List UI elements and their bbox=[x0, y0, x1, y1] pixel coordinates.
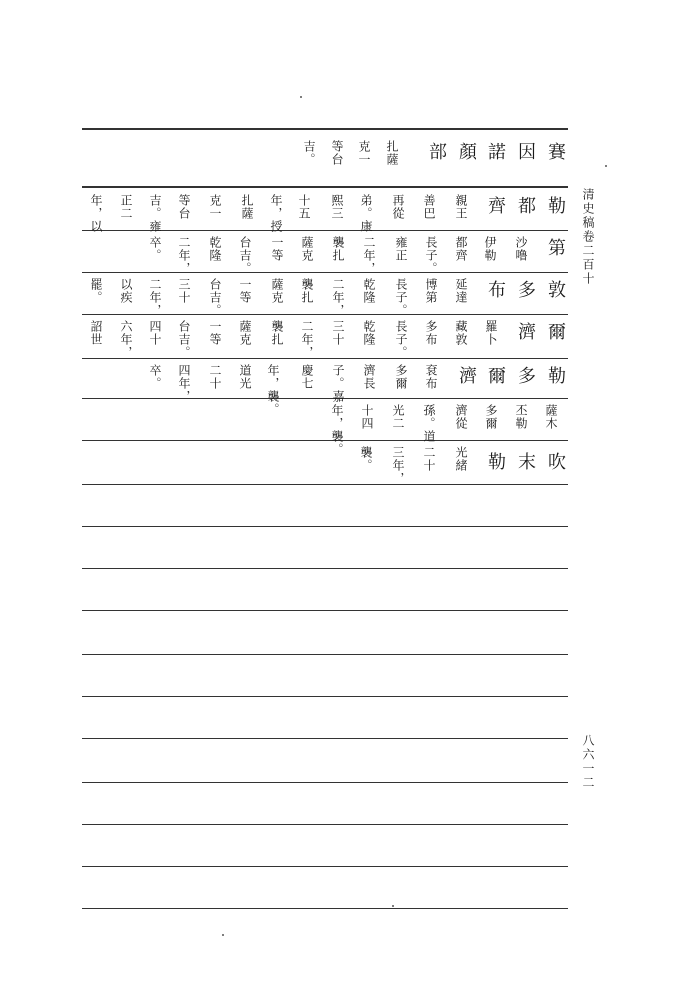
table-cell: 年，襲。 bbox=[266, 364, 280, 416]
table-cell: 雍正 bbox=[394, 236, 408, 262]
table-cell: 襲。 bbox=[359, 446, 373, 472]
table-cell: 年，襲。 bbox=[330, 404, 344, 456]
table-cell: 敦 bbox=[545, 280, 566, 303]
row-rule bbox=[82, 186, 568, 188]
table-cell: 三十 bbox=[177, 278, 191, 304]
table-cell: 克一 bbox=[208, 194, 222, 220]
table-cell: 長子。 bbox=[424, 236, 438, 275]
table-cell: 濟長 bbox=[362, 364, 376, 390]
table-cell: 多布 bbox=[424, 320, 438, 346]
table-cell: 乾隆 bbox=[362, 278, 376, 304]
table-cell: 多爾 bbox=[484, 404, 498, 430]
table-cell: 再從 bbox=[391, 194, 405, 220]
table-cell: 一等 bbox=[270, 236, 284, 262]
table-cell: 乾隆 bbox=[362, 320, 376, 346]
row-rule bbox=[82, 568, 568, 569]
table-cell: 爾 bbox=[545, 322, 566, 345]
table-cell: 一等 bbox=[238, 278, 252, 304]
page-speck bbox=[392, 905, 394, 907]
table-cell: 卒。 bbox=[148, 364, 162, 390]
row-rule bbox=[82, 440, 568, 441]
volume-title: 清史稿卷二百十 bbox=[581, 188, 595, 286]
table-cell: 二年， bbox=[300, 320, 314, 359]
table-cell: 濟 bbox=[456, 366, 477, 389]
table-cell: 正二 bbox=[119, 194, 133, 220]
table-cell: 末 bbox=[515, 452, 536, 475]
table-cell: 襲扎 bbox=[300, 278, 314, 304]
table-cell: 延達 bbox=[454, 278, 468, 304]
table-cell: 二年， bbox=[177, 236, 191, 275]
row-rule bbox=[82, 866, 568, 867]
table-cell: 賽 bbox=[545, 142, 566, 165]
row-rule bbox=[82, 484, 568, 485]
table-cell: 道光 bbox=[238, 364, 252, 390]
table-cell: 二年， bbox=[148, 278, 162, 317]
table-cell: 台吉。 bbox=[208, 278, 222, 317]
row-rule bbox=[82, 782, 568, 783]
table-cell: 薩克 bbox=[238, 320, 252, 346]
row-rule bbox=[82, 398, 568, 399]
row-rule bbox=[82, 696, 568, 697]
table-cell: 沙噜 bbox=[514, 236, 528, 262]
table-cell: 薩克 bbox=[270, 278, 284, 304]
table-cell: 等台 bbox=[177, 194, 191, 220]
table-cell: 濟從 bbox=[454, 404, 468, 430]
table-cell: 四年， bbox=[177, 364, 191, 403]
table-cell: 丕勒 bbox=[514, 404, 528, 430]
table-cell: 子。嘉 bbox=[331, 364, 345, 403]
table-cell: 弟。康 bbox=[359, 194, 373, 233]
table-cell: 藏敦 bbox=[454, 320, 468, 346]
table-cell: 十五 bbox=[297, 194, 311, 220]
table-cell: 多 bbox=[515, 366, 536, 389]
table-cell: 一等 bbox=[208, 320, 222, 346]
table-cell: 年，授 bbox=[269, 194, 283, 233]
table-cell: 詔世 bbox=[89, 320, 103, 346]
table-cell: 光二 bbox=[391, 404, 405, 430]
table-cell: 三十 bbox=[331, 320, 345, 346]
table-cell: 勒 bbox=[545, 196, 566, 219]
table-cell: 克一 bbox=[357, 140, 371, 166]
table-cell: 都齊 bbox=[454, 236, 468, 262]
table-cell: 二年， bbox=[331, 278, 345, 317]
row-rule bbox=[82, 610, 568, 611]
table-cell: 博第 bbox=[424, 278, 438, 304]
table-cell: 等台 bbox=[330, 140, 344, 166]
row-rule bbox=[82, 654, 568, 655]
table-cell: 熙三 bbox=[330, 194, 344, 220]
table-cell: 親王 bbox=[454, 194, 468, 220]
table-cell: 多爾 bbox=[394, 364, 408, 390]
table-cell: 多 bbox=[515, 280, 536, 303]
table-cell: 都 bbox=[515, 196, 536, 219]
table-cell: 扎薩 bbox=[385, 140, 399, 166]
table-cell: 乾隆 bbox=[208, 236, 222, 262]
table-top-rule bbox=[82, 128, 568, 130]
table-cell: 襲扎 bbox=[331, 236, 345, 262]
table-cell: 善巴 bbox=[422, 194, 436, 220]
table-cell: 六年， bbox=[119, 320, 133, 359]
table-cell: 扎薩 bbox=[240, 194, 254, 220]
row-rule bbox=[82, 738, 568, 739]
table-cell: 光緒 bbox=[454, 446, 468, 472]
table-cell: 爾 bbox=[485, 366, 506, 389]
table-cell: 吉。雍 bbox=[148, 194, 162, 233]
page-speck bbox=[300, 96, 302, 98]
page-speck bbox=[222, 934, 224, 936]
table-cell: 因 bbox=[515, 142, 536, 165]
table-cell: 吉。 bbox=[302, 140, 316, 166]
table-cell: 罷。 bbox=[89, 278, 103, 304]
table-cell: 吹 bbox=[545, 452, 566, 475]
page-number: 八六一二 bbox=[581, 734, 595, 790]
row-rule bbox=[82, 272, 568, 273]
table-cell: 部 bbox=[426, 142, 447, 165]
table-cell: 四十 bbox=[148, 320, 162, 346]
table-cell: 袞布 bbox=[424, 364, 438, 390]
table-cell: 長子。 bbox=[394, 278, 408, 317]
row-rule bbox=[82, 526, 568, 527]
table-cell: 濟 bbox=[515, 322, 536, 345]
row-rule bbox=[82, 908, 568, 909]
table-cell: 布 bbox=[485, 280, 506, 303]
table-cell: 伊勒 bbox=[483, 236, 497, 262]
row-rule bbox=[82, 358, 568, 359]
table-cell: 以疾 bbox=[119, 278, 133, 304]
table-cell: 二年， bbox=[362, 236, 376, 275]
table-cell: 十四 bbox=[360, 404, 374, 430]
table-cell: 長子。 bbox=[394, 320, 408, 359]
table-cell: 顏 bbox=[456, 142, 477, 165]
table-cell: 慶七 bbox=[300, 364, 314, 390]
table-cell: 台吉。 bbox=[238, 236, 252, 275]
table-cell: 薩克 bbox=[300, 236, 314, 262]
table-cell: 羅卜 bbox=[484, 320, 498, 346]
table-cell: 二十 bbox=[422, 446, 436, 472]
table-cell: 勒 bbox=[485, 452, 506, 475]
row-rule bbox=[82, 824, 568, 825]
table-cell: 諾 bbox=[485, 142, 506, 165]
table-cell: 台吉。 bbox=[177, 320, 191, 359]
table-cell: 年，以 bbox=[89, 194, 103, 233]
page-speck bbox=[605, 165, 607, 167]
table-cell: 第 bbox=[545, 238, 566, 261]
table-cell: 孫。道 bbox=[422, 404, 436, 443]
table-cell: 襲扎 bbox=[270, 320, 284, 346]
table-cell: 二十 bbox=[208, 364, 222, 390]
table-cell: 齊 bbox=[485, 196, 506, 219]
table-cell: 卒。 bbox=[148, 236, 162, 262]
table-cell: 三年， bbox=[391, 446, 405, 485]
table-cell: 勒 bbox=[545, 366, 566, 389]
table-cell: 薩木 bbox=[544, 404, 558, 430]
